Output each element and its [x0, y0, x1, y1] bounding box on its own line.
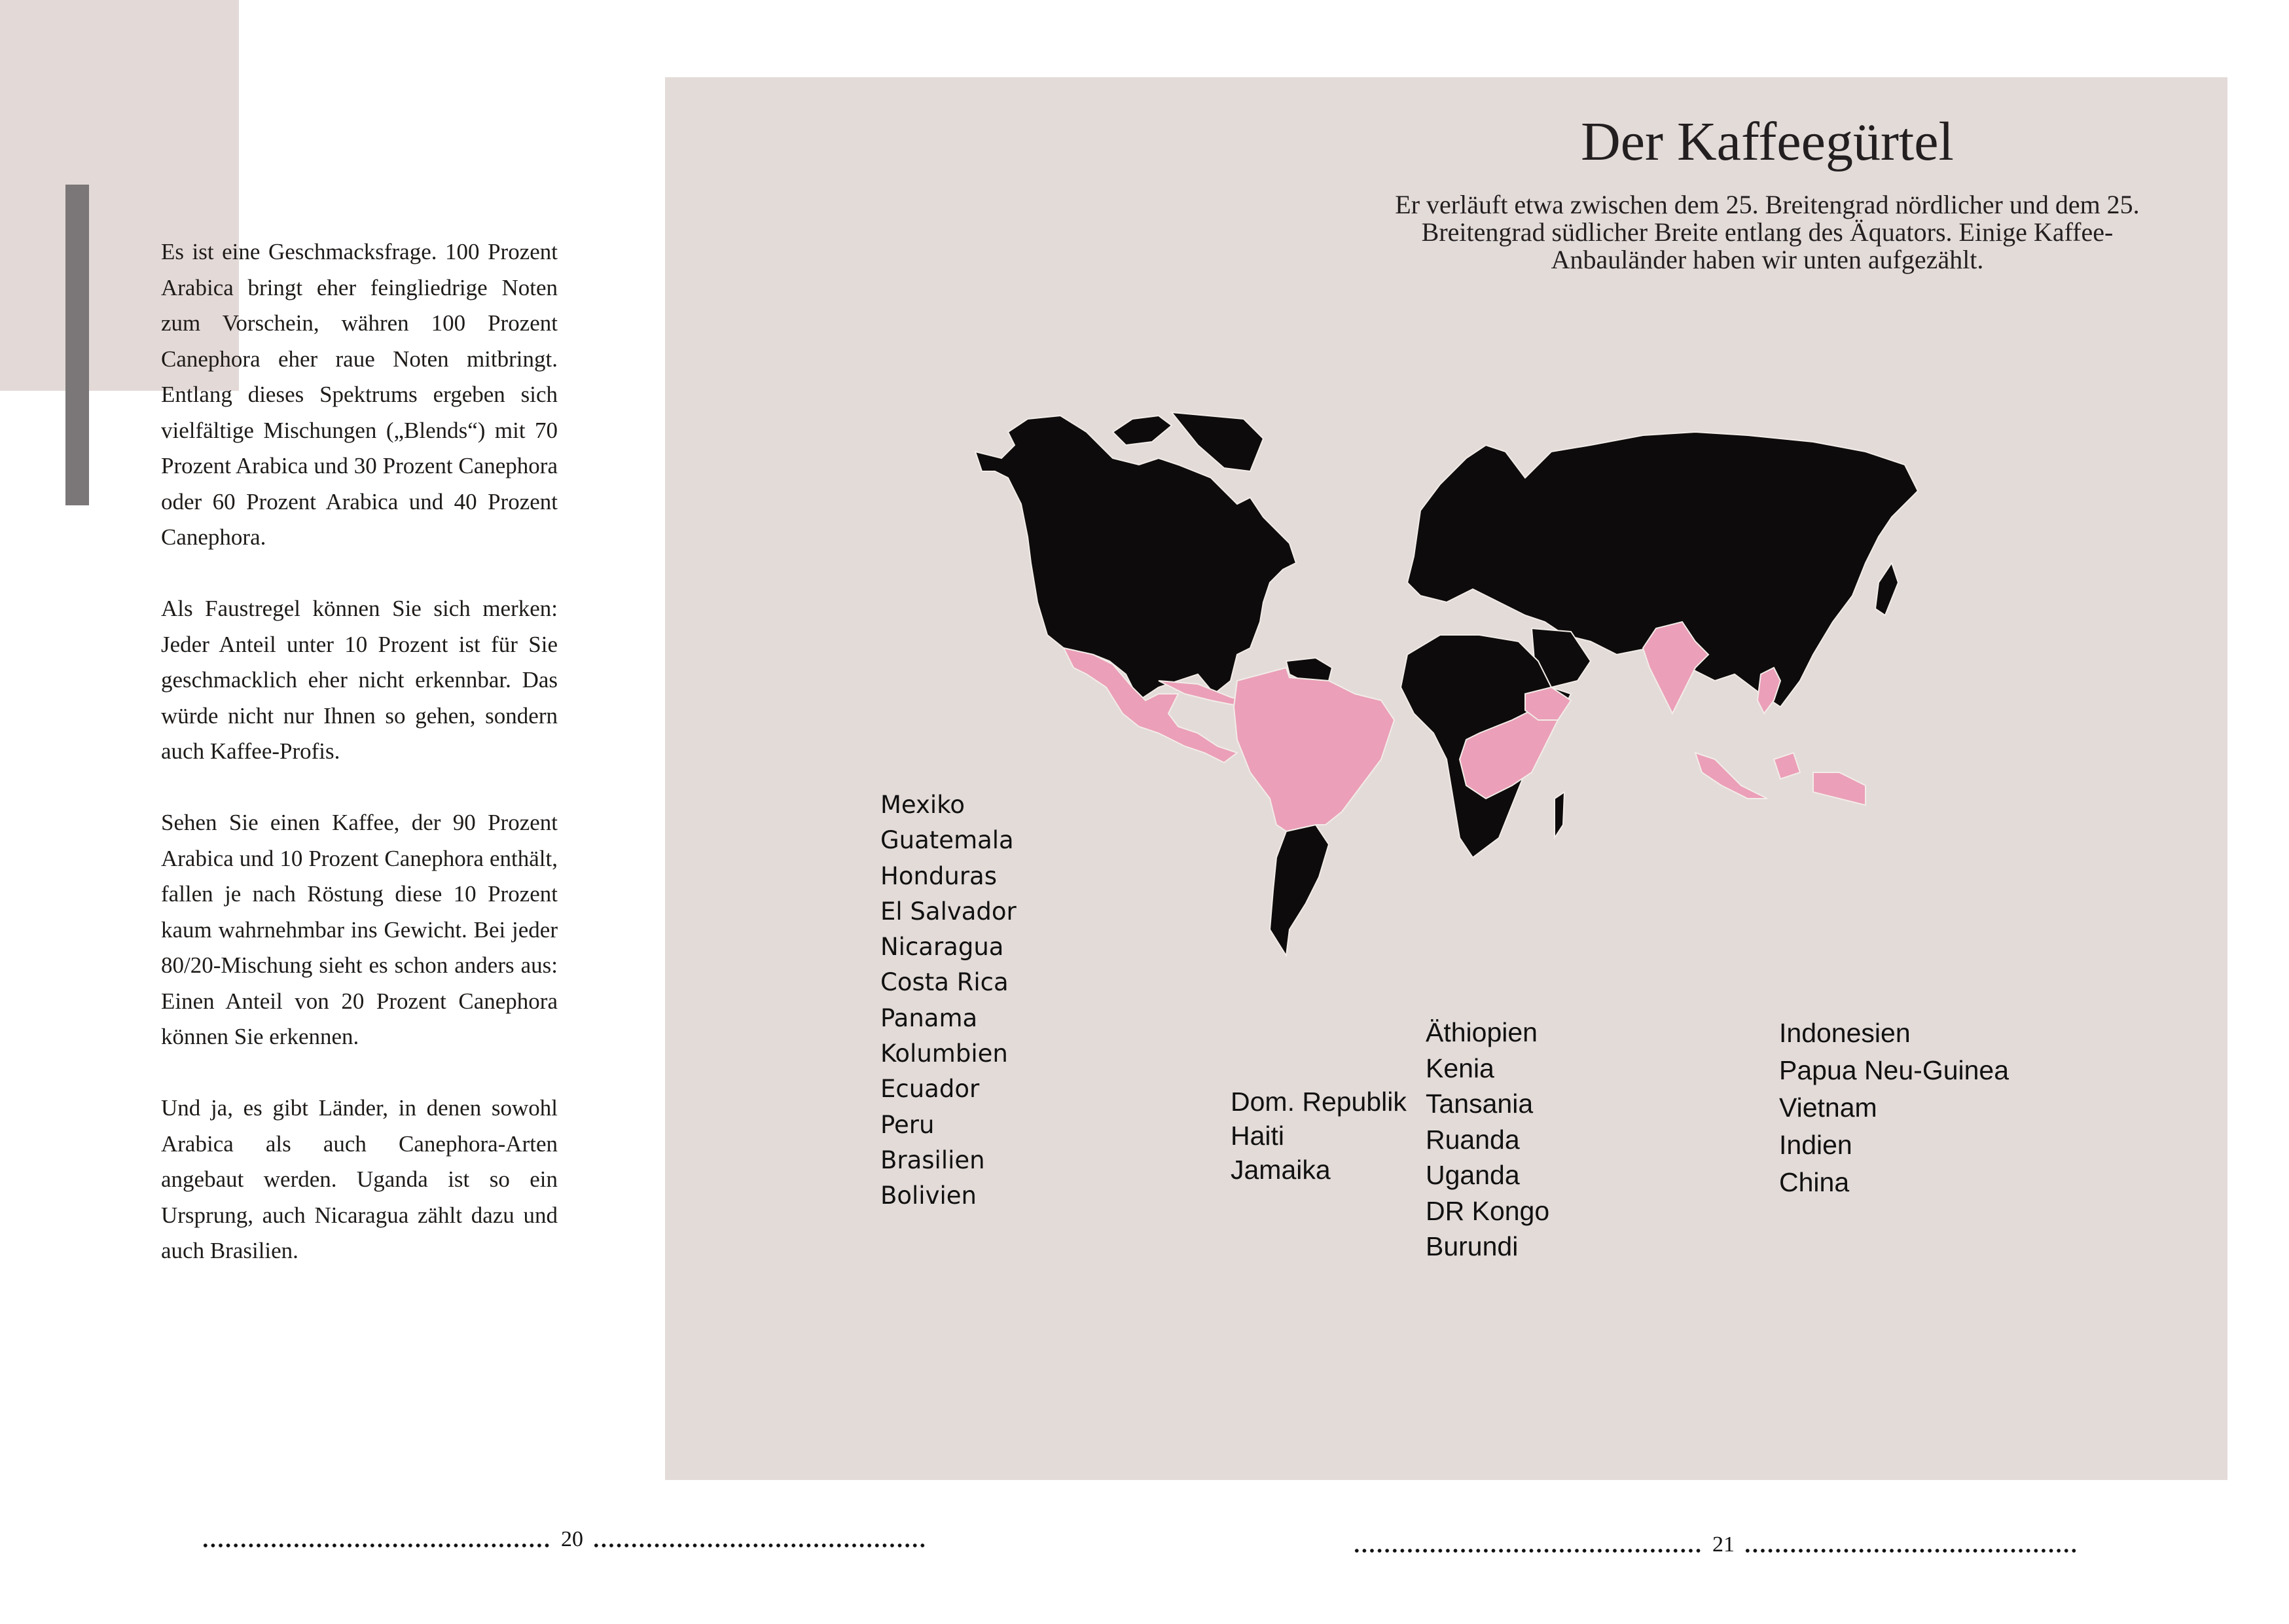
greenland-shape: [1172, 412, 1263, 471]
indonesia-png-shape: [1695, 753, 1865, 805]
country-item: Kolumbien: [880, 1039, 1008, 1068]
country-item: Panama: [880, 1003, 978, 1032]
page-number: 20: [561, 1527, 583, 1551]
left-page-body: [161, 234, 558, 1305]
country-item: El Salvador: [880, 897, 1017, 926]
dotted-leader: [1744, 1549, 2078, 1553]
vietnam-shape: [1757, 668, 1780, 713]
country-item: Vietnam: [1779, 1092, 1877, 1123]
country-item: DR Kongo: [1426, 1195, 1550, 1226]
country-list-latin-america: [880, 787, 1017, 1214]
country-list-asia: [1779, 1015, 2009, 1201]
country-item: Kenia: [1426, 1053, 1494, 1083]
dotted-leader: [1353, 1549, 1703, 1553]
page-title: Der Kaffeegürtel: [1581, 111, 1954, 172]
country-item: Äthiopien: [1426, 1017, 1538, 1047]
country-item: Nicaragua: [880, 933, 1004, 962]
paragraph-2: Als Faustregel können Sie sich merken: Jeder Anteil unter 10 Prozent ist für Sie geschmacklich eher nicht erkennbar. Das würde nicht nur Ihnen so gehen, sondern auch Kaffee-Profis.: [161, 596, 558, 764]
country-list-africa: [1426, 1015, 1549, 1265]
south-america-coffee-shape: [1234, 668, 1394, 831]
subtitle-line: Er verläuft etwa zwischen dem 25. Breitengrad nördlicher und dem 25.: [1395, 190, 2140, 219]
country-item: Burundi: [1426, 1231, 1519, 1261]
country-item: Mexiko: [880, 791, 965, 819]
page-number: 21: [1712, 1532, 1735, 1557]
country-item: Bolivien: [880, 1182, 977, 1210]
paragraph-4: Und ja, es gibt Länder, in denen sowohl Arabica als auch Canephora-Arten angebaut werden. Uganda ist so ein Ursprung, auch Nicaragua zählt dazu und auch Brasilien.: [161, 1095, 558, 1263]
paragraph-1: Es ist eine Geschmacksfrage. 100 Prozent Arabica bringt eher feingliedrige Noten zum Vorschein, währen 100 Prozent Canephora eher raue Noten mitbringt. Entlang dieses Spektrums ergeben sich vielfältige Mischungen („Blends“) mit 70 Prozent Arabica und 30 Prozent Canephora oder 60 Prozent Arabica und 40 Prozent Canephora.: [161, 239, 558, 550]
country-item: Tansania: [1426, 1089, 1534, 1119]
south-america-south: [1270, 825, 1329, 956]
footer-right: [1353, 1532, 2078, 1558]
arctic-islands: [1113, 416, 1172, 445]
dotted-leader: [592, 1543, 926, 1547]
country-item: Uganda: [1426, 1160, 1520, 1190]
country-item: Haiti: [1231, 1121, 1285, 1151]
country-item: Brasilien: [880, 1146, 985, 1174]
country-item: Ruanda: [1426, 1124, 1520, 1155]
japan-shape: [1875, 563, 1898, 615]
country-list-caribbean: [1231, 1085, 1407, 1187]
country-item: Jamaika: [1231, 1155, 1331, 1185]
title-wrapper: [1113, 110, 2289, 173]
paragraph-3: Sehen Sie einen Kaffee, der 90 Prozent Arabica und 10 Prozent Canephora enthält, fallen je nach Röstung diese 10 Prozent kaum wahrnehmbar ins Gewicht. Bei jeder 80/20-Mischung sieht es schon anders aus: Einen Anteil von 20 Prozent Canephora können Sie erkennen.: [161, 810, 558, 1049]
country-item: Peru: [880, 1110, 935, 1139]
country-item: Ecuador: [880, 1075, 980, 1104]
country-item: China: [1779, 1167, 1850, 1197]
world-map-icon: [962, 406, 2075, 1008]
dotted-leader: [202, 1543, 552, 1547]
country-item: Costa Rica: [880, 968, 1009, 997]
madagascar-shape: [1555, 792, 1564, 838]
subtitle-line: Anbauländer haben wir unten aufgezählt.: [1551, 245, 1984, 274]
country-item: Guatemala: [880, 826, 1014, 855]
country-item: Indonesien: [1779, 1018, 1911, 1048]
country-item: Dom. Republik: [1231, 1087, 1407, 1117]
subtitle-line: Breitengrad südlicher Breite entlang des Äquators. Einige Kaffee-: [1421, 217, 2114, 247]
decorative-accent-bar: [65, 185, 89, 505]
country-item: Papua Neu-Guinea: [1779, 1055, 2010, 1085]
footer-left: [202, 1526, 926, 1553]
subtitle: [1309, 191, 2226, 274]
country-item: Indien: [1779, 1130, 1852, 1160]
country-item: Honduras: [880, 861, 998, 890]
